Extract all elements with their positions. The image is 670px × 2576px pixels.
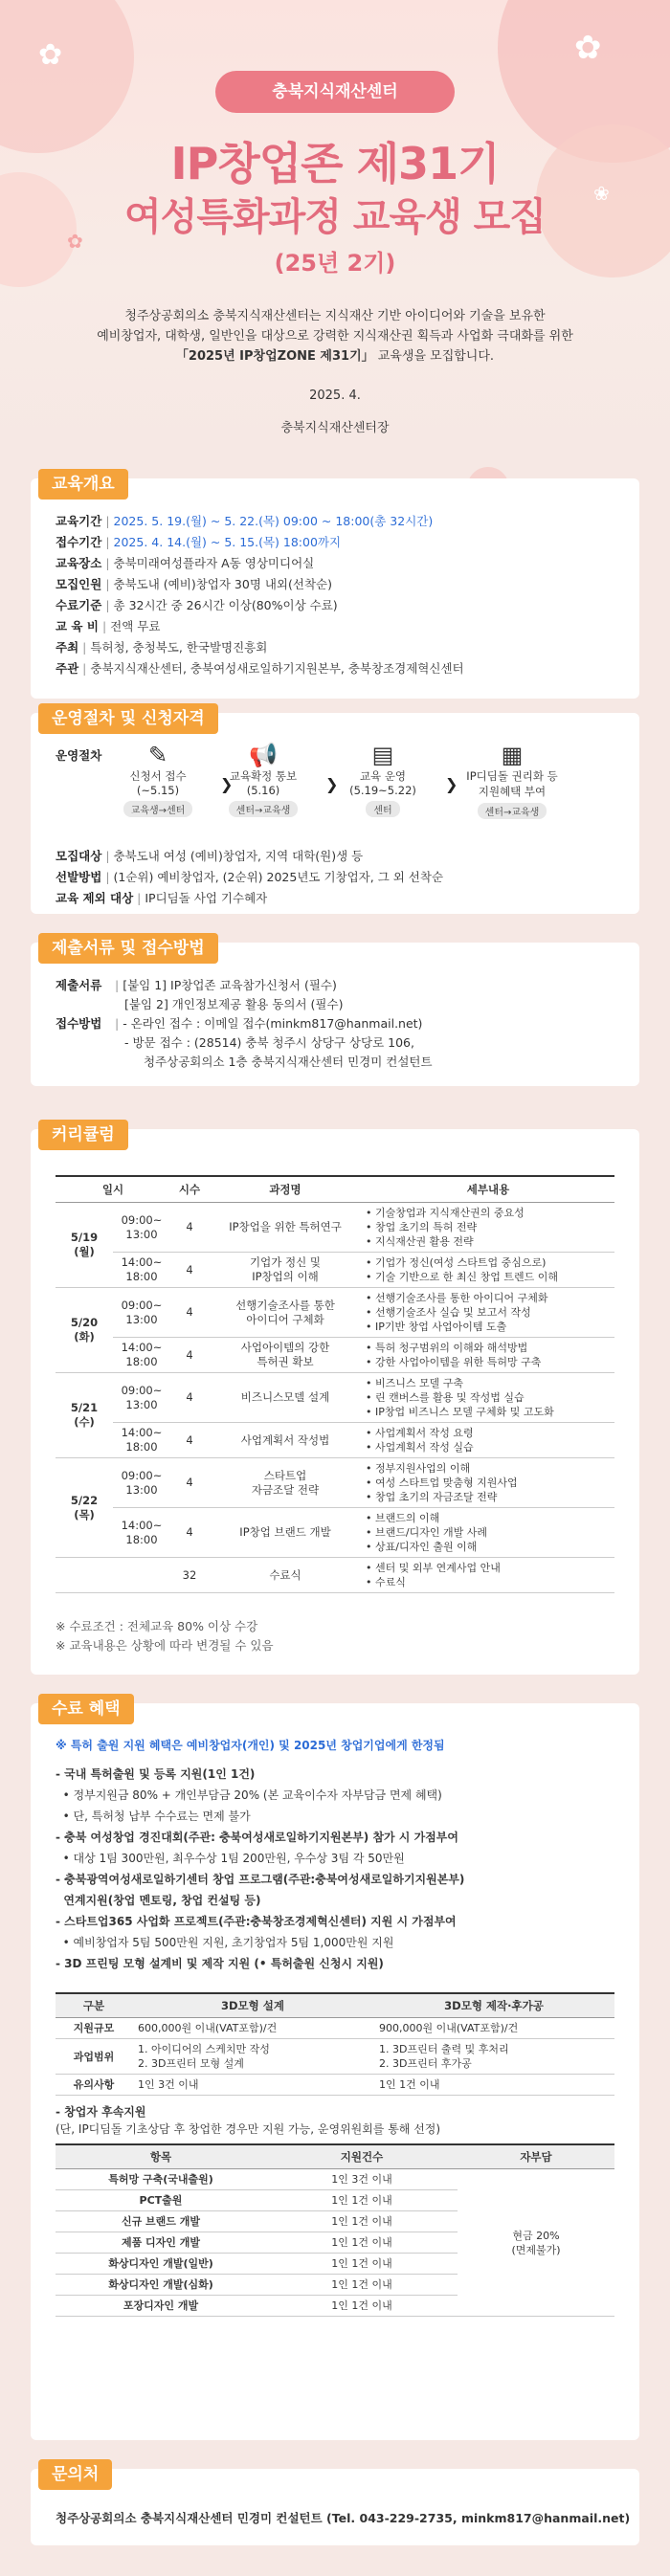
intro-line: 예비창업자, 대학생, 일반인을 대상으로 강력한 지식재산권 획득과 사업화 극대화를 위한 [97, 329, 573, 344]
docs-row [56, 976, 337, 993]
benefits-title: 수료 혜택 [38, 1694, 134, 1724]
overview-row [56, 554, 314, 571]
separator: | [105, 535, 110, 549]
docs-key: 제출서류 [56, 978, 102, 992]
table-header-row [56, 1176, 614, 1203]
overview-key: 수료기준 [56, 598, 102, 612]
curriculum-table [56, 1175, 614, 1593]
overview-key: 주최 [56, 640, 79, 655]
step-sub: (5.16) [246, 784, 280, 797]
detail-cell: • 특허 청구범위의 이해와 해석방법 • 강한 사업아이템을 위한 특허망 구축 [362, 1338, 614, 1373]
docs-value: [붙임 2] 개인정보제공 활용 동의서 (필수) [124, 997, 344, 1011]
contact-title: 문의처 [38, 2459, 112, 2490]
item-cell: 특허망 구축(국내출원) [56, 2169, 266, 2190]
value-cell: 600,000원 이내(VAT포함)/건 [132, 2018, 373, 2039]
header-cell: 지원건수 [266, 2144, 458, 2169]
procedure-row [56, 847, 363, 864]
overview-value: 충북도내 (예비)창업자 30명 내외(선착순) [113, 577, 332, 591]
separator: | [105, 577, 110, 591]
time-cell: 09:00~ 13:00 [113, 1458, 170, 1508]
hero-banner [0, 0, 670, 459]
row-label-cell: 유의사항 [56, 2075, 132, 2096]
post-support-table [56, 2143, 614, 2317]
day-cell: 5/19 (월) [56, 1203, 113, 1288]
separator: | [105, 598, 110, 612]
table-row [56, 1558, 614, 1593]
detail-cell: • 기술창업과 지식재산권의 중요성 • 창업 초기의 특허 전략 • 지식재산권 활용 전략 [362, 1203, 614, 1253]
program-name: 「2025년 IP창업ZONE 제31기」 [175, 349, 374, 364]
overview-value: 2025. 5. 19.(월) ~ 5. 22.(목) 09:00 ~ 18:00(총 32시간) [113, 514, 434, 528]
curriculum-title: 커리큘럼 [38, 1120, 128, 1150]
intro-text [57, 306, 613, 366]
procedure-value: 충북도내 여성 (예비)창업자, 지역 대학(원)생 등 [113, 849, 364, 863]
hours-cell: 4 [170, 1373, 209, 1423]
procedure-value: IP디딤돌 사업 기수혜자 [145, 891, 268, 905]
post-support-sub: (단, IP디딤돌 기초상담 후 창업한 경우만 지원 가능, 운영위원회를 통해 선정) [56, 2122, 441, 2136]
step-name: 교육 운영 [359, 769, 407, 783]
time-cell: 14:00~ 18:00 [113, 1508, 170, 1558]
overview-key: 교육장소 [56, 556, 102, 570]
count-cell: 1인 3건 이내 [266, 2169, 458, 2190]
course-cell: 기업가 정신 및 IP창업의 이해 [209, 1253, 362, 1288]
count-cell: 1인 1건 이내 [266, 2254, 458, 2275]
separator: | [82, 661, 87, 676]
docs-row [56, 1014, 422, 1032]
overview-key: 접수기간 [56, 535, 102, 549]
course-cell: 선행기술조사를 통한 아이디어 구체화 [209, 1288, 362, 1338]
overview-row [56, 575, 332, 592]
course-cell: 수료식 [209, 1558, 362, 1593]
center-badge: 충북지식재산센터 [215, 71, 455, 113]
procedure-row [56, 889, 267, 906]
item-cell: 화상디자인 개발(일반) [56, 2254, 266, 2275]
count-cell: 1인 1건 이내 [266, 2296, 458, 2317]
header-cell: 구분 [56, 1993, 132, 2018]
course-cell: 비즈니스모델 설계 [209, 1373, 362, 1423]
title-line-3: (25년 2기) [274, 250, 396, 277]
overview-row [56, 617, 160, 634]
overview-key: 교 육 비 [56, 619, 99, 633]
overview-key: 주관 [56, 661, 79, 676]
overview-value: 충북미래여성플라자 A동 영상미디어실 [113, 556, 315, 570]
benefit-line: • 단, 특허청 납부 수수료는 면제 불가 [56, 1810, 251, 1823]
day-cell: 5/20 (화) [56, 1288, 113, 1373]
table-row [56, 1373, 614, 1423]
item-cell: PCT출원 [56, 2190, 266, 2211]
detail-cell: • 사업계획서 작성 요령 • 사업계획서 작성 실습 [362, 1423, 614, 1458]
hours-cell: 32 [170, 1558, 209, 1593]
overview-value: 특허청, 충청북도, 한국발명진흥회 [90, 640, 268, 655]
header-cell: 3D모형 설계 [132, 1993, 373, 2018]
separator: | [115, 1016, 120, 1031]
overview-row [56, 512, 433, 529]
course-cell: IP창업 브랜드 개발 [209, 1508, 362, 1558]
hours-cell: 4 [170, 1423, 209, 1458]
course-cell: 사업계획서 작성법 [209, 1423, 362, 1458]
empty-cell [56, 1558, 170, 1593]
value-cell: 900,000원 이내(VAT포함)/건 [373, 2018, 614, 2039]
table-row [56, 2018, 614, 2039]
header-cell: 일시 [56, 1176, 170, 1203]
table-row [56, 1203, 614, 1253]
table-row [56, 1423, 614, 1458]
table-row [56, 1508, 614, 1558]
procedure-label: 운영절차 [56, 748, 102, 763]
day-cell: 5/21 (수) [56, 1373, 113, 1458]
detail-cell: • 브랜드의 이해 • 브랜드/디자인 개발 사례 • 상표/디자인 출원 이해 [362, 1508, 614, 1558]
chevron-right-icon: ❯ [220, 775, 234, 793]
item-cell: 제품 디자인 개발 [56, 2232, 266, 2254]
step-name: 교육확정 통보 [229, 769, 298, 783]
title-line-1: IP창업존 제31기 [170, 138, 500, 189]
flower-icon: ✿ [38, 38, 63, 72]
procedure-step [450, 742, 574, 819]
item-cell: 화상디자인 개발(심화) [56, 2275, 266, 2296]
table-row [56, 1253, 614, 1288]
note: ※ 교육내용은 상황에 따라 변경될 수 있음 [56, 1638, 274, 1653]
megaphone-icon: 📢 [249, 742, 278, 768]
detail-cell: • 비즈니스 모델 구축 • 린 캔버스를 활용 및 작성법 실습 • IP창업 비즈니스 모델 구체화 및 고도화 [362, 1373, 614, 1423]
step-pill: 센터 [366, 801, 399, 817]
benefit-line: - 3D 프린팅 모형 설계비 및 제작 지원 (• 특허출원 신청시 지원) [56, 1957, 384, 1970]
copay-cell: 현금 20% (면제불가) [458, 2169, 614, 2317]
hours-cell: 4 [170, 1458, 209, 1508]
separator: | [105, 870, 110, 884]
separator: | [137, 891, 142, 905]
overview-row [56, 659, 464, 677]
docs-value: 청주상공회의소 1층 충북지식재산센터 민경미 컨설턴트 [144, 1055, 433, 1069]
benefit-line: • 정부지원금 80% + 개인부담금 20% (본 교육이수자 자부담금 면제 혜택) [56, 1788, 442, 1802]
time-cell: 14:00~ 18:00 [113, 1338, 170, 1373]
pencil-form-icon: ✎ [147, 742, 168, 768]
table-row [56, 1288, 614, 1338]
procedure-step [201, 742, 325, 817]
overview-value: 총 32시간 중 26시간 이상(80%이상 수료) [113, 598, 338, 612]
step-pill: 센터→교육생 [229, 801, 299, 817]
detail-cell: • 기업가 정신(여성 스타트업 중심으로) • 기술 기반으로 한 최신 창업 트렌드 이해 [362, 1253, 614, 1288]
docs-value: - 방문 접수 : (28514) 충북 청주시 상당구 상당로 106, [124, 1035, 414, 1050]
detail-cell: • 정부지원사업의 이해 • 여성 스타트업 맞춤형 지원사업 • 창업 초기의 자금조달 전략 [362, 1458, 614, 1508]
value-cell: 1인 1건 이내 [373, 2075, 614, 2096]
classroom-icon: ▤ [371, 742, 394, 768]
step-sub: (~5.15) [136, 784, 180, 797]
announcer: 충북지식재산센터장 [280, 421, 390, 435]
day-cell: 5/22 (목) [56, 1458, 113, 1558]
procedure-step [321, 742, 445, 817]
procedure-title: 운영절차 및 신청자격 [38, 703, 218, 734]
docs-value: - 온라인 접수 : 이메일 접수(minkm817@hanmail.net) [123, 1016, 423, 1031]
flower-icon: ✿ [574, 29, 602, 67]
benefit-line: - 국내 특허출원 및 등록 지원(1인 1건) [56, 1767, 256, 1781]
item-cell: 포장디자인 개발 [56, 2296, 266, 2317]
header-cell: 시수 [170, 1176, 209, 1203]
table-row [56, 1458, 614, 1508]
flower-icon: ✿ [67, 230, 83, 253]
time-cell: 09:00~ 13:00 [113, 1288, 170, 1338]
hours-cell: 4 [170, 1253, 209, 1288]
procedure-key: 교육 제외 대상 [56, 891, 134, 905]
course-cell: 사업아이템의 강한 특허권 확보 [209, 1338, 362, 1373]
value-cell: 1인 3건 이내 [132, 2075, 373, 2096]
post-support-title: - 창업자 후속지원 [56, 2105, 146, 2119]
overview-value: 2025. 4. 14.(월) ~ 5. 15.(목) 18:00까지 [113, 535, 342, 549]
title-line-2: 여성특화과정 교육생 모집 [124, 195, 546, 239]
header-cell: 과정명 [209, 1176, 362, 1203]
hours-cell: 4 [170, 1508, 209, 1558]
course-cell: 스타트업 자금조달 전략 [209, 1458, 362, 1508]
count-cell: 1인 1건 이내 [266, 2232, 458, 2254]
docs-key: 접수방법 [56, 1016, 102, 1031]
header-cell: 항목 [56, 2144, 266, 2169]
overview-title: 교육개요 [38, 469, 128, 500]
table-header-row [56, 2144, 614, 2169]
count-cell: 1인 1건 이내 [266, 2190, 458, 2211]
procedure-row [56, 868, 443, 885]
procedure-key: 선발방법 [56, 870, 102, 884]
step-pill: 센터→교육생 [478, 803, 547, 819]
count-cell: 1인 1건 이내 [266, 2211, 458, 2232]
value-cell: 1. 3D프린터 출력 및 후처리 2. 3D프린터 후가공 [373, 2039, 614, 2075]
step-sub: 지원혜택 부여 [478, 785, 547, 798]
overview-key: 교육기간 [56, 514, 102, 528]
step-pill: 교육생→센터 [123, 801, 193, 817]
time-cell: 14:00~ 18:00 [113, 1253, 170, 1288]
separator: | [105, 514, 110, 528]
step-name: IP디딤돌 권리화 등 [466, 769, 558, 783]
course-cell: IP창업을 위한 특허연구 [209, 1203, 362, 1253]
overview-row [56, 638, 267, 655]
table-row [56, 2075, 614, 2096]
announce-date: 2025. 4. [309, 389, 361, 403]
chevron-right-icon: ❯ [445, 775, 458, 793]
separator: | [115, 978, 120, 992]
time-cell: 14:00~ 18:00 [113, 1423, 170, 1458]
benefit-line: - 스타트업365 사업화 프로젝트(주관:충북창조경제혁신센터) 지원 시 가점부여 [56, 1915, 457, 1928]
contact-card [31, 2469, 639, 2545]
step-sub: (5.19~5.22) [349, 784, 416, 797]
table-row [56, 2169, 614, 2190]
procedure-key: 모집대상 [56, 849, 102, 863]
header-cell: 3D모형 제작·후가공 [373, 1993, 614, 2018]
table-row [56, 2039, 614, 2075]
header-cell: 세부내용 [362, 1176, 614, 1203]
intro-line [57, 346, 613, 366]
separator: | [101, 619, 107, 633]
overview-value: 전액 무료 [110, 619, 161, 633]
item-cell: 신규 브랜드 개발 [56, 2211, 266, 2232]
benefit-line: • 대상 1팀 300만원, 최우수상 1팀 200만원, 우수상 3팀 각 50만원 [56, 1852, 405, 1865]
hours-cell: 4 [170, 1338, 209, 1373]
chevron-right-icon: ❯ [325, 775, 339, 793]
benefits-headline: ※ 특허 출원 지원 혜택은 예비창업자(개인) 및 2025년 창업기업에게 한정됨 [56, 1739, 445, 1752]
time-cell: 09:00~ 13:00 [113, 1373, 170, 1423]
detail-cell: • 센터 및 외부 연계사업 안내 • 수료식 [362, 1558, 614, 1593]
docs-row [56, 995, 343, 1012]
docs-title: 제출서류 및 접수방법 [38, 933, 218, 964]
value-cell: 1. 아이디어의 스케치만 작성 2. 3D프린터 모형 설계 [132, 2039, 373, 2075]
note: ※ 수료조건 : 전체교육 80% 이상 수강 [56, 1619, 258, 1633]
hours-cell: 4 [170, 1288, 209, 1338]
benefit-line: - 충북 여성창업 경진대회(주관: 충북여성새로일하기지원본부) 참가 시 가점부여 [56, 1831, 458, 1844]
intro-line-rest: 교육생을 모집합니다. [373, 349, 495, 364]
table-header-row [56, 1993, 614, 2018]
time-cell: 09:00~ 13:00 [113, 1203, 170, 1253]
benefit-line: - 충북광역여성새로일하기센터 창업 프로그램(주관:충북여성새로일하기지원본부) [56, 1873, 465, 1886]
header-cell: 자부담 [458, 2144, 614, 2169]
separator: | [105, 849, 110, 863]
step-name: 신청서 접수 [129, 769, 187, 783]
table-row [56, 1338, 614, 1373]
docs-row [56, 1053, 433, 1070]
overview-row [56, 596, 338, 613]
benefit-line: 연계지원(창업 멘토링, 창업 컨설팅 등) [56, 1894, 261, 1907]
separator: | [82, 640, 87, 655]
prototype-table [56, 1992, 614, 2096]
count-cell: 1인 1건 이내 [266, 2275, 458, 2296]
row-label-cell: 과업범위 [56, 2039, 132, 2075]
overview-row [56, 533, 341, 550]
docs-value: [붙임 1] IP창업존 교육참가신청서 (필수) [123, 978, 337, 992]
procedure-value: (1순위) 예비창업자, (2순위) 2025년도 기창업자, 그 외 선착순 [113, 870, 444, 884]
overview-value: 충북지식재산센터, 충북여성새로일하기지원본부, 충북창조경제혁신센터 [90, 661, 464, 676]
certificate-icon: ▦ [501, 742, 524, 768]
row-label-cell: 지원규모 [56, 2018, 132, 2039]
separator: | [105, 556, 110, 570]
docs-row [56, 1033, 414, 1051]
hours-cell: 4 [170, 1203, 209, 1253]
intro-line: 청주상공회의소 충북지식재산센터는 지식재산 기반 아이디어와 기술을 보유한 [124, 309, 546, 323]
detail-cell: • 선행기술조사를 통한 아이디어 구체화 • 선행기술조사 실습 및 보고서 작성 • IP기반 창업 사업아이템 도출 [362, 1288, 614, 1338]
benefit-line: • 예비창업자 5팀 500만원 지원, 초기창업자 5팀 1,000만원 지원 [56, 1936, 394, 1949]
overview-key: 모집인원 [56, 577, 102, 591]
flower-icon: ❀ [593, 182, 610, 205]
contact-text: 청주상공회의소 충북지식재산센터 민경미 컨설턴트 (Tel. 043-229-2735, minkm817@hanmail.net) [56, 2511, 631, 2525]
